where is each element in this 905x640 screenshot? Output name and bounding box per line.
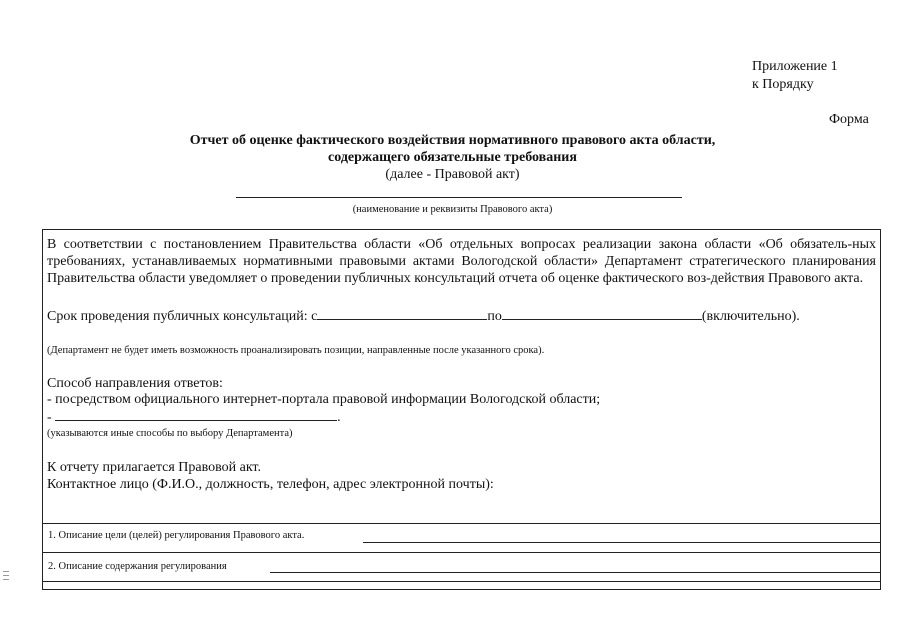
start-date-blank[interactable] bbox=[317, 307, 487, 320]
form-label: Форма bbox=[829, 112, 869, 127]
section-divider-3 bbox=[42, 581, 881, 582]
contact-person-text: Контактное лицо (Ф.И.О., должность, телефон, адрес электронной почты): bbox=[47, 477, 494, 492]
method-item-portal: - посредством официального интернет-портала правовой информации Вологодской области; bbox=[47, 392, 601, 407]
method-item-dot: . bbox=[337, 410, 341, 425]
act-name-blank-line[interactable] bbox=[236, 197, 682, 198]
term-suffix: (включительно). bbox=[701, 309, 800, 324]
end-date-blank[interactable] bbox=[502, 307, 702, 320]
attachment-text: К отчету прилагается Правовой акт. bbox=[47, 460, 261, 475]
report-title-line-1: Отчет об оценке фактического воздействия нормативного правового акта области, bbox=[189, 133, 716, 148]
section-2-label: 2. Описание содержания регулирования bbox=[48, 561, 227, 572]
annex-line-1: Приложение 1 bbox=[752, 59, 838, 74]
section-divider-2 bbox=[42, 552, 881, 553]
report-title-line-2: содержащего обязательные требования bbox=[328, 150, 577, 165]
section-2-fill-line[interactable] bbox=[270, 572, 881, 573]
section-divider-1 bbox=[42, 523, 881, 524]
other-method-blank[interactable] bbox=[55, 408, 337, 421]
method-item-dash: - bbox=[47, 410, 52, 425]
method-note: (указываются иные способы по выбору Департамента) bbox=[47, 428, 293, 439]
method-item-other bbox=[47, 408, 341, 426]
annex-reference bbox=[752, 58, 838, 94]
term-prefix: Срок проведения публичных консультаций: с bbox=[47, 309, 318, 324]
method-heading: Способ направления ответов: bbox=[47, 376, 223, 391]
consultation-term bbox=[47, 307, 800, 325]
deadline-note: (Департамент не будет иметь возможность проанализировать позиции, направленные после указанного срока). bbox=[47, 345, 545, 356]
notice-paragraph: В соответствии с постановлением Правительства области «Об отдельных вопросах реализации закона области «Об обязатель-ных требованиях, устанавливаемых нормативными правовыми актами Вологодской области» Департамент стратегического планирования Правительства области уведомляет о проведении публичных консультаций отчета об оценке фактического воз-действия Правового акта. bbox=[47, 237, 876, 286]
section-1-label: 1. Описание цели (целей) регулирования Правового акта. bbox=[48, 530, 305, 541]
annex-line-2: к Порядку bbox=[752, 77, 814, 92]
act-name-caption: (наименование и реквизиты Правового акта) bbox=[352, 204, 553, 215]
section-1-fill-line[interactable] bbox=[363, 542, 881, 543]
scan-edge-marks bbox=[3, 571, 9, 583]
term-middle: по bbox=[487, 309, 502, 324]
report-title-line-3: (далее - Правовой акт) bbox=[385, 167, 520, 182]
